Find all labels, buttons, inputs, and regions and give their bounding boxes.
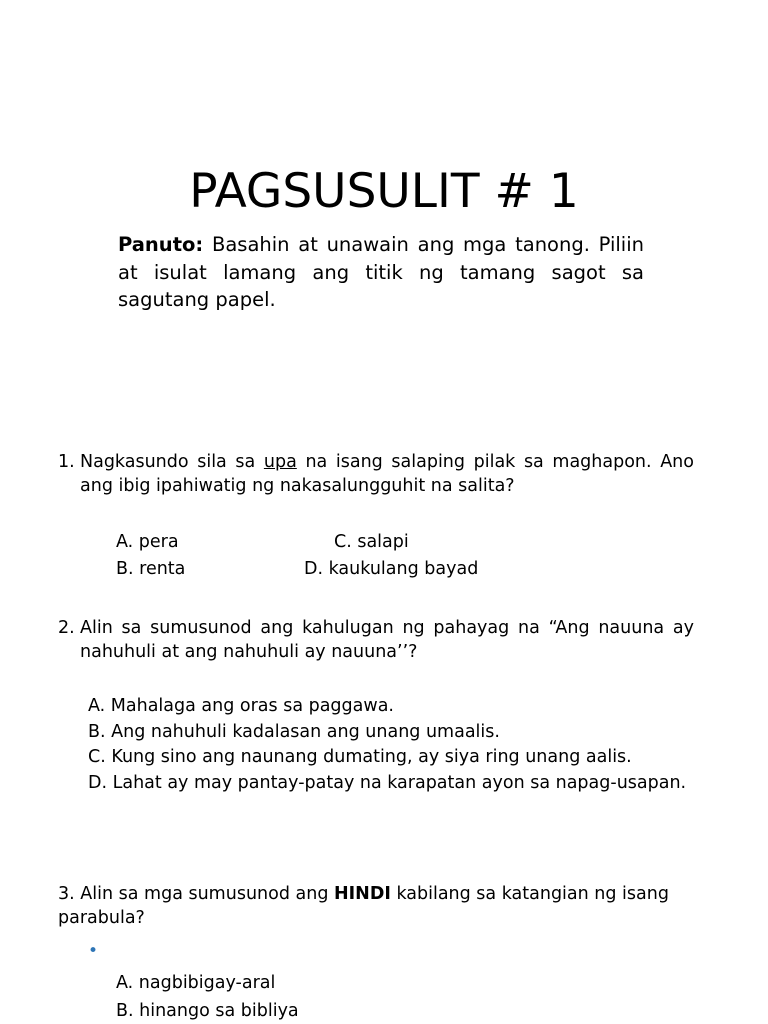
question-number: 1. bbox=[58, 452, 75, 472]
instructions-label: Panuto: bbox=[118, 233, 204, 256]
question-text: Alin sa sumusunod ang kahulugan ng pahayag na “Ang nauuna ay nahuhuli at ang nahuhuli ay nauuna’’? bbox=[80, 618, 694, 662]
bullet-icon: • bbox=[88, 941, 99, 961]
instructions-text: Basahin at unawain ang mga tanong. Piliin at isulat lamang ang titik ng tamang sagot sa sagutang papel. bbox=[118, 233, 645, 311]
question-text: Nagkasundo sila sa upa na isang salaping pilak sa maghapon. Ano ang ibig ipahiwatig ng nakasalungguhit na salita? bbox=[80, 452, 694, 496]
option-list bbox=[88, 694, 694, 796]
option-b: B. renta bbox=[116, 559, 186, 579]
emphasis-word: HINDI bbox=[334, 884, 391, 904]
question-number: 2. bbox=[58, 618, 75, 638]
option-d: D. Lahat ay may pantay-patay na karapatan ayon sa napag-usapan. bbox=[88, 772, 687, 793]
option-b: B. hinango sa bibliya bbox=[116, 1001, 299, 1021]
option-d: D. kaukulang bayad bbox=[304, 559, 479, 579]
option-a: A. Mahalaga ang oras sa paggawa. bbox=[88, 696, 394, 716]
question-number: 3. bbox=[58, 884, 75, 904]
option-a: A. pera bbox=[116, 532, 179, 552]
page-title: PAGSUSULIT # 1 bbox=[189, 164, 579, 219]
option-a: A. nagbibigay-aral bbox=[116, 973, 276, 993]
underlined-word: upa bbox=[263, 452, 297, 472]
option-c: C. Kung sino ang naunang dumating, ay siya ring unang aalis. bbox=[88, 747, 632, 767]
question-text: 3. Alin sa mga sumusunod ang HINDI kabilang sa katangian ng isang parabula? bbox=[58, 884, 669, 928]
option-b: B. Ang nahuhuli kadalasan ang unang umaalis. bbox=[88, 721, 500, 742]
instructions bbox=[118, 231, 644, 314]
option-c: C. salapi bbox=[334, 532, 409, 552]
